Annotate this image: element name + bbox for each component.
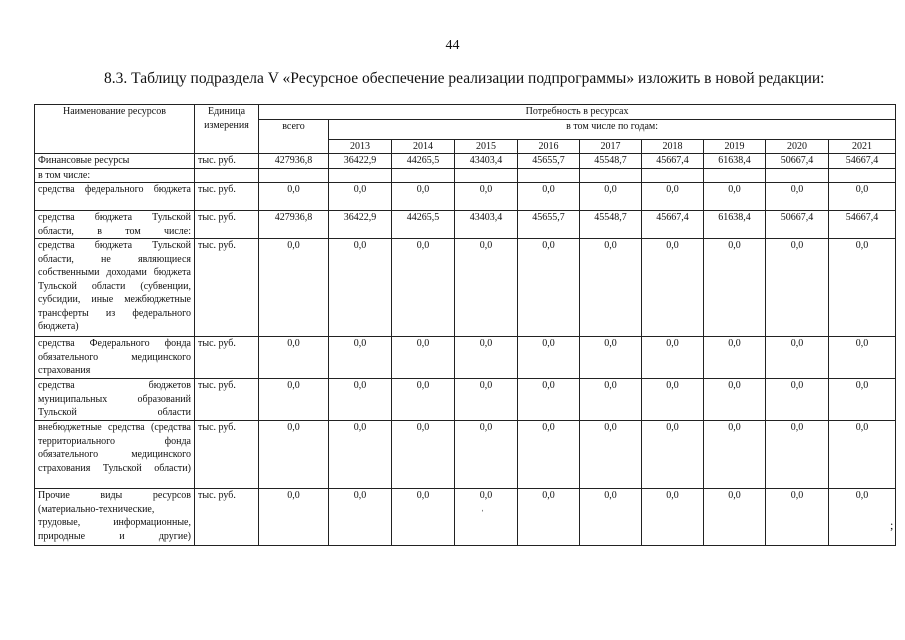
header-year: 2020 <box>766 139 829 154</box>
row-year-value: 0,0 <box>580 239 642 337</box>
row-year-value: 61638,4 <box>704 154 766 169</box>
row-year-value: 36422,9 <box>329 211 392 239</box>
row-total: 0,0 <box>259 239 329 337</box>
table-row <box>35 211 896 239</box>
row-year-value: 0,0 <box>392 337 455 379</box>
row-year-value: 45548,7 <box>580 154 642 169</box>
row-year-value: 54667,4 <box>829 154 896 169</box>
row-unit: тыс. руб. <box>195 154 259 169</box>
row-total: 0,0 <box>259 379 329 421</box>
row-name: Прочие виды ресурсов (материально-технические, трудовые, информационные, природные и другие) <box>35 489 195 546</box>
table-row <box>35 489 896 546</box>
header-year: 2013 <box>329 139 392 154</box>
row-total: 427936,8 <box>259 154 329 169</box>
header-year: 2016 <box>518 139 580 154</box>
resources-table <box>34 104 896 546</box>
row-name: средства федерального бюджета <box>35 183 195 211</box>
row-year-value: 0,0 <box>704 337 766 379</box>
section-heading: 8.3. Таблицу подраздела V «Ресурсное обеспечение реализации подпрограммы» изложить в новой редакции: <box>104 70 825 87</box>
row-year-value: 0,0 <box>829 421 896 489</box>
row-year-value: 44265,5 <box>392 154 455 169</box>
row-year-value: 45667,4 <box>642 211 704 239</box>
row-year-value <box>518 168 580 183</box>
row-year-value: 0,0 <box>329 421 392 489</box>
row-year-value: 0,0 <box>766 183 829 211</box>
row-year-value <box>704 168 766 183</box>
row-name: в том числе: <box>35 168 195 183</box>
row-unit: тыс. руб. <box>195 489 259 546</box>
row-year-value: 54667,4 <box>829 211 896 239</box>
header-year: 2015 <box>455 139 518 154</box>
row-year-value <box>642 168 704 183</box>
row-year-value: 0,0 <box>829 489 896 546</box>
row-year-value: 61638,4 <box>704 211 766 239</box>
row-year-value: 0,0 <box>642 489 704 546</box>
row-unit: тыс. руб. <box>195 421 259 489</box>
row-year-value: 0,0 <box>329 489 392 546</box>
row-total <box>259 168 329 183</box>
row-year-value: 0,0 <box>580 379 642 421</box>
row-year-value: 0,0 <box>642 379 704 421</box>
scan-mark: ˈ <box>481 509 485 520</box>
table-row <box>35 421 896 489</box>
row-year-value: 0,0 <box>642 337 704 379</box>
row-unit: тыс. руб. <box>195 211 259 239</box>
row-unit <box>195 168 259 183</box>
row-total: 0,0 <box>259 489 329 546</box>
row-year-value: 0,0 <box>829 379 896 421</box>
row-year-value: 0,0 <box>704 379 766 421</box>
header-total: всего <box>259 119 329 154</box>
row-year-value: 45548,7 <box>580 211 642 239</box>
table-row <box>35 183 896 211</box>
row-year-value: 0,0 <box>766 421 829 489</box>
row-year-value: 0,0 <box>518 183 580 211</box>
row-year-value: 0,0 <box>392 239 455 337</box>
row-year-value: 45655,7 <box>518 154 580 169</box>
row-year-value: 0,0 <box>766 337 829 379</box>
header-need: Потребность в ресурсах <box>259 105 896 120</box>
row-year-value: 0,0 <box>455 421 518 489</box>
row-year-value: 0,0 <box>829 337 896 379</box>
row-year-value: 43403,4 <box>455 211 518 239</box>
row-name: средства бюджета Тульской области, не являющиеся собственными доходами бюджета Тульской области (субвенции, субсидии, иные межбюджетные трансферты из федерального бюджета) <box>35 239 195 337</box>
row-year-value: 0,0 <box>642 239 704 337</box>
row-year-value: 0,0 <box>580 421 642 489</box>
row-year-value: 43403,4 <box>455 154 518 169</box>
row-year-value: 0,0 <box>580 337 642 379</box>
page-number: 44 <box>445 38 460 53</box>
row-year-value: 0,0 <box>829 239 896 337</box>
table-row <box>35 168 896 183</box>
row-year-value: 0,0 <box>392 183 455 211</box>
row-year-value: 45667,4 <box>642 154 704 169</box>
row-year-value: 0,0 <box>518 379 580 421</box>
row-unit: тыс. руб. <box>195 337 259 379</box>
row-year-value: 0,0 <box>642 183 704 211</box>
row-total: 0,0 <box>259 183 329 211</box>
row-unit: тыс. руб. <box>195 379 259 421</box>
row-name: Финансовые ресурсы <box>35 154 195 169</box>
header-year: 2021 <box>829 139 896 154</box>
row-year-value: 44265,5 <box>392 211 455 239</box>
header-by-years: в том числе по годам: <box>329 119 896 139</box>
row-year-value: 0,0 <box>392 379 455 421</box>
row-year-value: 36422,9 <box>329 154 392 169</box>
row-total: 427936,8 <box>259 211 329 239</box>
row-year-value: 0,0 <box>455 183 518 211</box>
row-year-value: 0,0 <box>518 489 580 546</box>
row-year-value <box>829 168 896 183</box>
row-year-value: 0,0 <box>642 421 704 489</box>
row-name: средства бюджета Тульской области, в том числе: <box>35 211 195 239</box>
row-year-value: 0,0 <box>704 183 766 211</box>
row-year-value: 0,0 <box>704 421 766 489</box>
row-year-value: 45655,7 <box>518 211 580 239</box>
row-name: внебюджетные средства (средства территориального фонда обязательного медицинского страхования Тульской области) <box>35 421 195 489</box>
header-year: 2017 <box>580 139 642 154</box>
row-year-value: 0,0 <box>704 239 766 337</box>
row-year-value <box>329 168 392 183</box>
row-year-value: 0,0 <box>580 489 642 546</box>
row-year-value: 0,0 <box>580 183 642 211</box>
row-year-value: 0,0 <box>829 183 896 211</box>
row-year-value: 0,0 <box>329 337 392 379</box>
row-year-value: 0,0 <box>766 239 829 337</box>
row-total: 0,0 <box>259 337 329 379</box>
row-unit: тыс. руб. <box>195 239 259 337</box>
header-year: 2018 <box>642 139 704 154</box>
row-year-value: 0,0 <box>392 489 455 546</box>
header-row-1 <box>35 105 896 120</box>
row-year-value: 0,0 <box>392 421 455 489</box>
trailing-mark: ; <box>890 518 894 532</box>
row-year-value: 0,0 <box>455 239 518 337</box>
row-year-value: 0,0 <box>766 379 829 421</box>
row-year-value: 50667,4 <box>766 211 829 239</box>
row-year-value: 0,0 <box>455 379 518 421</box>
row-total: 0,0 <box>259 421 329 489</box>
row-year-value <box>580 168 642 183</box>
row-year-value: 50667,4 <box>766 154 829 169</box>
header-unit: Единица измерения <box>195 105 259 154</box>
header-year: 2019 <box>704 139 766 154</box>
row-year-value <box>455 168 518 183</box>
row-name: средства Федерального фонда обязательного медицинского страхования <box>35 337 195 379</box>
row-year-value: 0,0 <box>329 183 392 211</box>
row-year-value: 0,0 <box>455 337 518 379</box>
row-year-value: 0,0 <box>329 239 392 337</box>
table-row <box>35 337 896 379</box>
row-unit: тыс. руб. <box>195 183 259 211</box>
table-row <box>35 239 896 337</box>
row-year-value <box>392 168 455 183</box>
row-year-value: 0,0 <box>766 489 829 546</box>
row-year-value: 0,0 <box>455 489 518 546</box>
row-year-value <box>766 168 829 183</box>
table-row <box>35 379 896 421</box>
row-name: средства бюджетов муниципальных образований Тульской области <box>35 379 195 421</box>
header-name: Наименование ресурсов <box>35 105 195 154</box>
header-year: 2014 <box>392 139 455 154</box>
row-year-value: 0,0 <box>518 337 580 379</box>
row-year-value: 0,0 <box>704 489 766 546</box>
table-row <box>35 154 896 169</box>
row-year-value: 0,0 <box>518 239 580 337</box>
row-year-value: 0,0 <box>518 421 580 489</box>
row-year-value: 0,0 <box>329 379 392 421</box>
